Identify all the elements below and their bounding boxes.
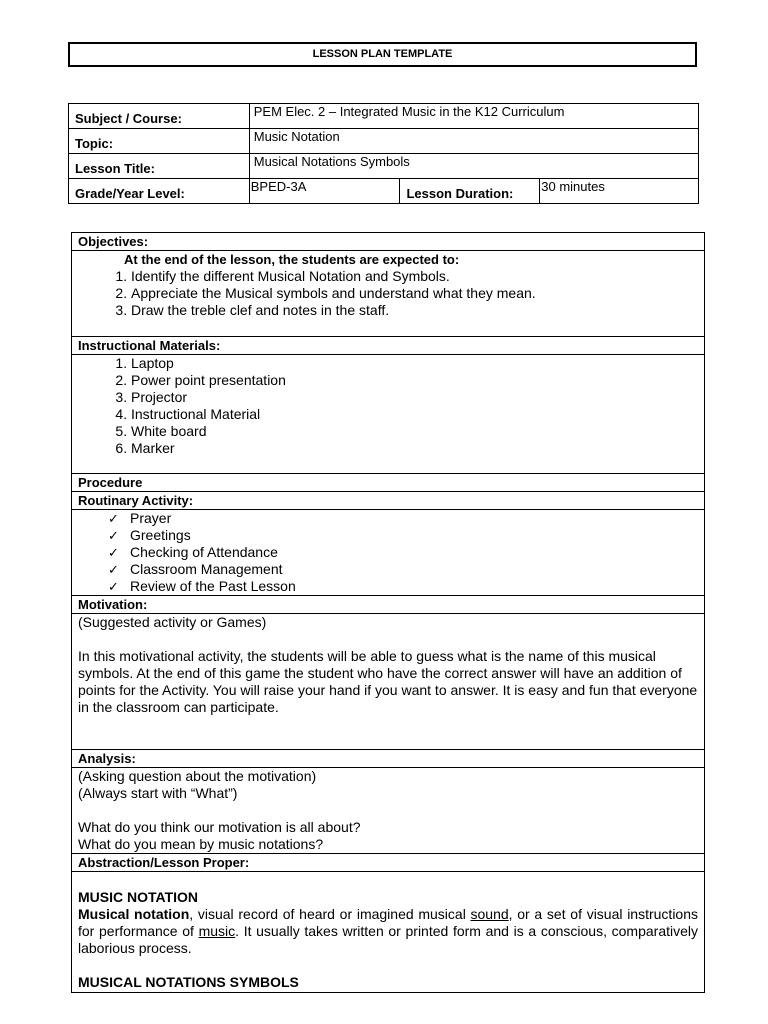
subject-value: PEM Elec. 2 – Integrated Music in the K12 Curriculum bbox=[249, 104, 698, 129]
list-item: 2. Power point presentation bbox=[131, 372, 698, 389]
analysis-note-2: (Always start with “What”) bbox=[78, 785, 238, 801]
duration-label: Lesson Duration: bbox=[400, 179, 540, 204]
abstraction-section bbox=[72, 872, 704, 992]
lesson-title-value: Musical Notations Symbols bbox=[249, 154, 698, 179]
grade-label: Grade/Year Level: bbox=[69, 179, 250, 204]
list-item: 3. Draw the treble clef and notes in the staff. bbox=[131, 302, 698, 319]
motivation-text: In this motivational activity, the students will be able to guess what is the name of this musical symbols. At the end of this game the student who have the correct answer will have an addition of points for the Activity. You will raise your hand if you want to answer. It is easy and fun that everyone in the classroom can participate. bbox=[78, 648, 698, 715]
objectives-list bbox=[78, 268, 698, 319]
motivation-note: (Suggested activity or Games) bbox=[78, 614, 267, 630]
lesson-title-label: Lesson Title: bbox=[69, 154, 250, 179]
analysis-heading: Analysis: bbox=[72, 749, 704, 768]
abstraction-heading: Abstraction/Lesson Proper: bbox=[72, 853, 704, 872]
objectives-section bbox=[72, 251, 704, 336]
analysis-question-1: What do you think our motivation is all about? bbox=[78, 819, 361, 835]
duration-value: 30 minutes bbox=[540, 179, 699, 204]
objectives-heading: Objectives: bbox=[72, 233, 704, 251]
music-notation-subheading: MUSIC NOTATION bbox=[78, 889, 199, 905]
definition-text: , or a set of visual instructions for performance of bbox=[78, 906, 698, 939]
topic-label: Topic: bbox=[69, 129, 250, 154]
materials-list bbox=[78, 355, 698, 457]
motivation-section bbox=[72, 614, 704, 749]
list-item: 5. White board bbox=[131, 423, 698, 440]
routinary-section bbox=[72, 510, 704, 595]
list-item: 6. Marker bbox=[131, 440, 698, 457]
list-item: 2. Appreciate the Musical symbols and understand what they mean. bbox=[131, 285, 698, 302]
grade-value: BPED-3A bbox=[249, 179, 400, 204]
musical-notations-symbols-subheading: MUSICAL NOTATIONS SYMBOLS bbox=[78, 974, 299, 990]
sound-link[interactable]: sound bbox=[470, 906, 509, 922]
list-item: ✓ Review of the Past Lesson bbox=[108, 578, 698, 595]
list-item: ✓ Checking of Attendance bbox=[108, 544, 698, 561]
analysis-section bbox=[72, 768, 704, 853]
routinary-list bbox=[78, 510, 698, 595]
definition-term: Musical notation bbox=[78, 906, 190, 922]
motivation-heading: Motivation: bbox=[72, 595, 704, 614]
routinary-heading: Routinary Activity: bbox=[72, 492, 704, 510]
procedure-heading: Procedure bbox=[72, 473, 704, 492]
music-link[interactable]: music bbox=[198, 923, 236, 939]
list-item: ✓ Greetings bbox=[108, 527, 698, 544]
materials-section bbox=[72, 355, 704, 473]
music-notation-definition bbox=[78, 906, 698, 957]
list-item: ✓ Prayer bbox=[108, 510, 698, 527]
analysis-note-1: (Asking question about the motivation) bbox=[78, 768, 317, 784]
topic-value: Music Notation bbox=[249, 129, 698, 154]
list-item: 1. Laptop bbox=[131, 355, 698, 372]
objectives-intro: At the end of the lesson, the students are expected to: bbox=[124, 252, 460, 267]
list-item: 1. Identify the different Musical Notation and Symbols. bbox=[131, 268, 698, 285]
list-item: ✓ Classroom Management bbox=[108, 561, 698, 578]
subject-label: Subject / Course: bbox=[69, 104, 250, 129]
document-title: LESSON PLAN TEMPLATE bbox=[68, 42, 697, 67]
list-item: 3. Projector bbox=[131, 389, 698, 406]
lesson-body bbox=[71, 232, 705, 993]
definition-text: , visual record of heard or imagined musical bbox=[189, 906, 471, 922]
list-item: 4. Instructional Material bbox=[131, 406, 698, 423]
analysis-question-2: What do you mean by music notations? bbox=[78, 836, 324, 852]
lesson-info-table bbox=[68, 103, 699, 204]
materials-heading: Instructional Materials: bbox=[72, 336, 704, 355]
definition-text: . It usually takes written or printed form and is a conscious, comparatively laborious process. bbox=[78, 923, 699, 956]
